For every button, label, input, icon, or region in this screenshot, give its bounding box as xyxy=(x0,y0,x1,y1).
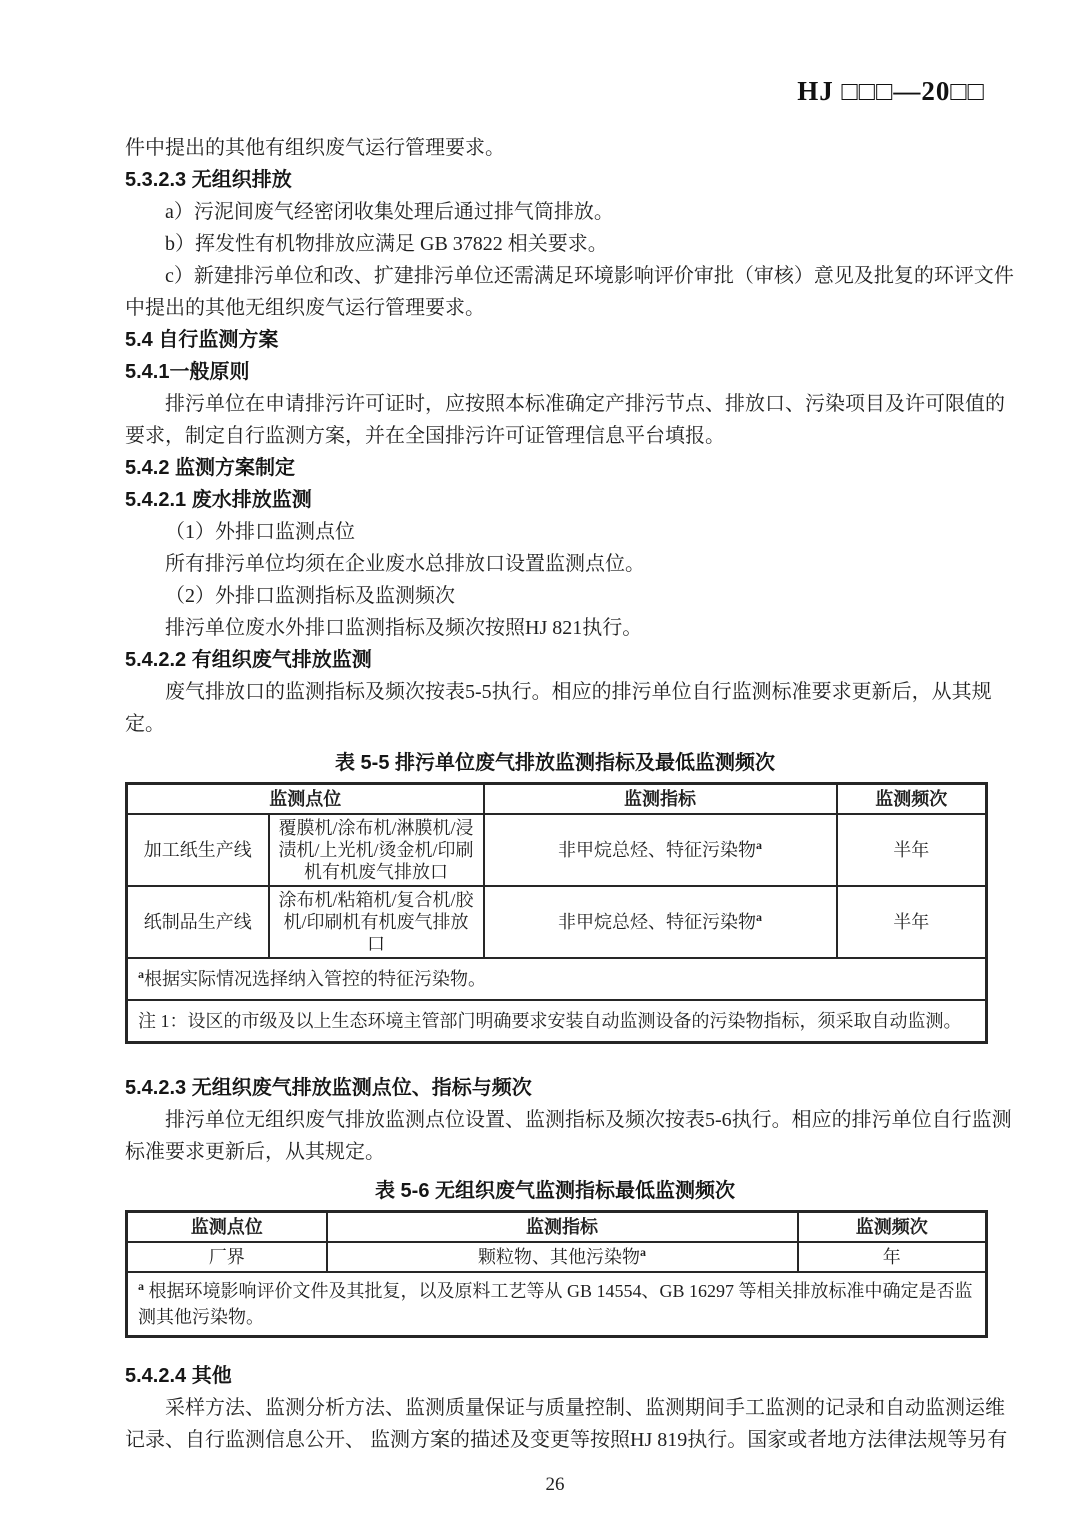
heading-5-4-2: 5.4.2 监测方案制定 xyxy=(125,457,296,479)
table-cell-indicator: 非甲烷总烃、特征污染物$^a$ xyxy=(484,886,837,958)
table-cell-production-line: 加工纸生产线 xyxy=(127,814,269,886)
heading-5-4-2-1: 5.4.2.1 废水排放监测 xyxy=(125,489,312,511)
heading-5-4-1: 5.4.1一般原则 xyxy=(125,361,250,383)
table-5-6 xyxy=(125,1210,988,1338)
footnote-marker: a xyxy=(756,838,762,852)
table-5-5-header-point: 监测点位 xyxy=(127,784,484,815)
list-item-a: a）污泥间废气经密闭收集处理后通过排气筒排放。 xyxy=(165,201,614,223)
paragraph-5-4-2-2-line2: 定。 xyxy=(125,713,165,735)
table-cell-frequency: 年 xyxy=(798,1242,987,1272)
table-5-5-header-indicator: 监测指标 xyxy=(484,784,837,815)
table-cell-production-line: 纸制品生产线 xyxy=(127,886,269,958)
table-cell-indicator: 颗粒物、其他污染物$^a$ xyxy=(327,1242,798,1272)
table-5-5-header-row xyxy=(127,784,987,815)
table-5-6-header-frequency: 监测频次 xyxy=(798,1212,987,1243)
paragraph-outfall-point: （1）外排口监测点位 xyxy=(165,521,355,543)
table-5-5-title: 表 5-5 排污单位废气排放监测指标及最低监测频次 xyxy=(334,752,776,774)
list-item-c-line1: c）新建排污单位和改、扩建排污单位还需满足环境影响评价审批（审核）意见及批复的环评文件 xyxy=(165,265,1014,287)
table-5-5-header-frequency: 监测频次 xyxy=(837,784,987,815)
table-5-5-note1: 注 1：设区的市级及以上生态环境主管部门明确要求安装自动监测设备的污染物指标，须采取自动监测。 xyxy=(127,1000,987,1043)
footnote-marker: a xyxy=(756,910,762,924)
table-cell-point: 厂界 xyxy=(127,1242,327,1272)
list-item-c-line2: 中提出的其他无组织废气运行管理要求。 xyxy=(125,297,485,319)
table-cell-frequency: 半年 xyxy=(837,886,987,958)
table-footnote-row xyxy=(127,1272,987,1337)
table-5-6-header-indicator: 监测指标 xyxy=(327,1212,798,1243)
standard-code-header: HJ □□□—20□□ xyxy=(797,76,985,106)
heading-5-4-2-4: 5.4.2.4 其他 xyxy=(125,1365,232,1387)
paragraph-outfall-indicator: （2）外排口监测指标及监测频次 xyxy=(165,585,455,607)
table-5-6-title: 表 5-6 无组织废气监测指标最低监测频次 xyxy=(374,1180,736,1202)
page-number: 26 xyxy=(545,1474,565,1495)
heading-5-4: 5.4 自行监测方案 xyxy=(125,329,279,351)
table-5-5-footnote: $^a$根据实际情况选择纳入管控的特征污染物。 xyxy=(127,958,987,1000)
paragraph-outfall-indicator-detail: 排污单位废水外排口监测指标及频次按照HJ 821执行。 xyxy=(165,617,643,639)
footnote-marker: a xyxy=(138,1279,144,1293)
paragraph-outfall-point-detail: 所有排污单位均须在企业废水总排放口设置监测点位。 xyxy=(165,553,645,575)
document-body xyxy=(125,132,1014,1500)
heading-5-4-2-3: 5.4.2.3 无组织废气排放监测点位、指标与频次 xyxy=(125,1077,532,1099)
table-row xyxy=(127,814,987,886)
table-5-6-header-point: 监测点位 xyxy=(127,1212,327,1243)
table-cell-outlet: 涂布机/粘箱机/复合机/胶机/印刷机有机废气排放口 xyxy=(269,886,484,958)
paragraph-5-4-2-4-line1: 采样方法、监测分析方法、监测质量保证与质量控制、监测期间手工监测的记录和自动监测运维 xyxy=(165,1397,1005,1419)
heading-5-3-2-3: 5.3.2.3 无组织排放 xyxy=(125,169,292,191)
footnote-marker: a xyxy=(640,1245,646,1259)
paragraph-continuation: 件中提出的其他有组织废气运行管理要求。 xyxy=(125,137,505,159)
paragraph-5-4-2-3-line2: 标准要求更新后，从其规定。 xyxy=(125,1141,385,1163)
table-cell-frequency: 半年 xyxy=(837,814,987,886)
list-item-b: b）挥发性有机物排放应满足 GB 37822 相关要求。 xyxy=(165,233,608,255)
table-cell-outlet: 覆膜机/涂布机/淋膜机/浸渍机/上光机/烫金机/印刷机有机废气排放口 xyxy=(269,814,484,886)
footnote-marker: a xyxy=(138,967,144,981)
table-5-6-header-row xyxy=(127,1212,987,1243)
paragraph-5-4-2-3-line1: 排污单位无组织废气排放监测点位设置、监测指标及频次按表5-6执行。相应的排污单位自行监测 xyxy=(165,1109,1012,1131)
paragraph-5-4-2-4-line2: 记录、自行监测信息公开、 监测方案的描述及变更等按照HJ 819执行。国家或者地方法律法规等另有 xyxy=(125,1429,1008,1451)
table-note-row xyxy=(127,1000,987,1043)
paragraph-5-4-2-2-line1: 废气排放口的监测指标及频次按表5-5执行。相应的排污单位自行监测标准要求更新后，从其规 xyxy=(165,681,992,703)
table-5-5 xyxy=(125,782,988,1044)
table-footnote-row xyxy=(127,958,987,1000)
table-row xyxy=(127,1242,987,1272)
table-row xyxy=(127,886,987,958)
paragraph-5-4-1-line1: 排污单位在申请排污许可证时，应按照本标准确定产排污节点、排放口、污染项目及许可限值的 xyxy=(165,393,1005,415)
table-5-6-footnote: $^a$ 根据环境影响评价文件及其批复，以及原料工艺等从 GB 14554、GB 16297 等相关排放标准中确定是否监测其他污染物。 xyxy=(127,1272,987,1337)
heading-5-4-2-2: 5.4.2.2 有组织废气排放监测 xyxy=(125,649,372,671)
table-cell-indicator: 非甲烷总烃、特征污染物$^a$ xyxy=(484,814,837,886)
paragraph-5-4-1-line2: 要求，制定自行监测方案，并在全国排污许可证管理信息平台填报。 xyxy=(125,425,725,447)
